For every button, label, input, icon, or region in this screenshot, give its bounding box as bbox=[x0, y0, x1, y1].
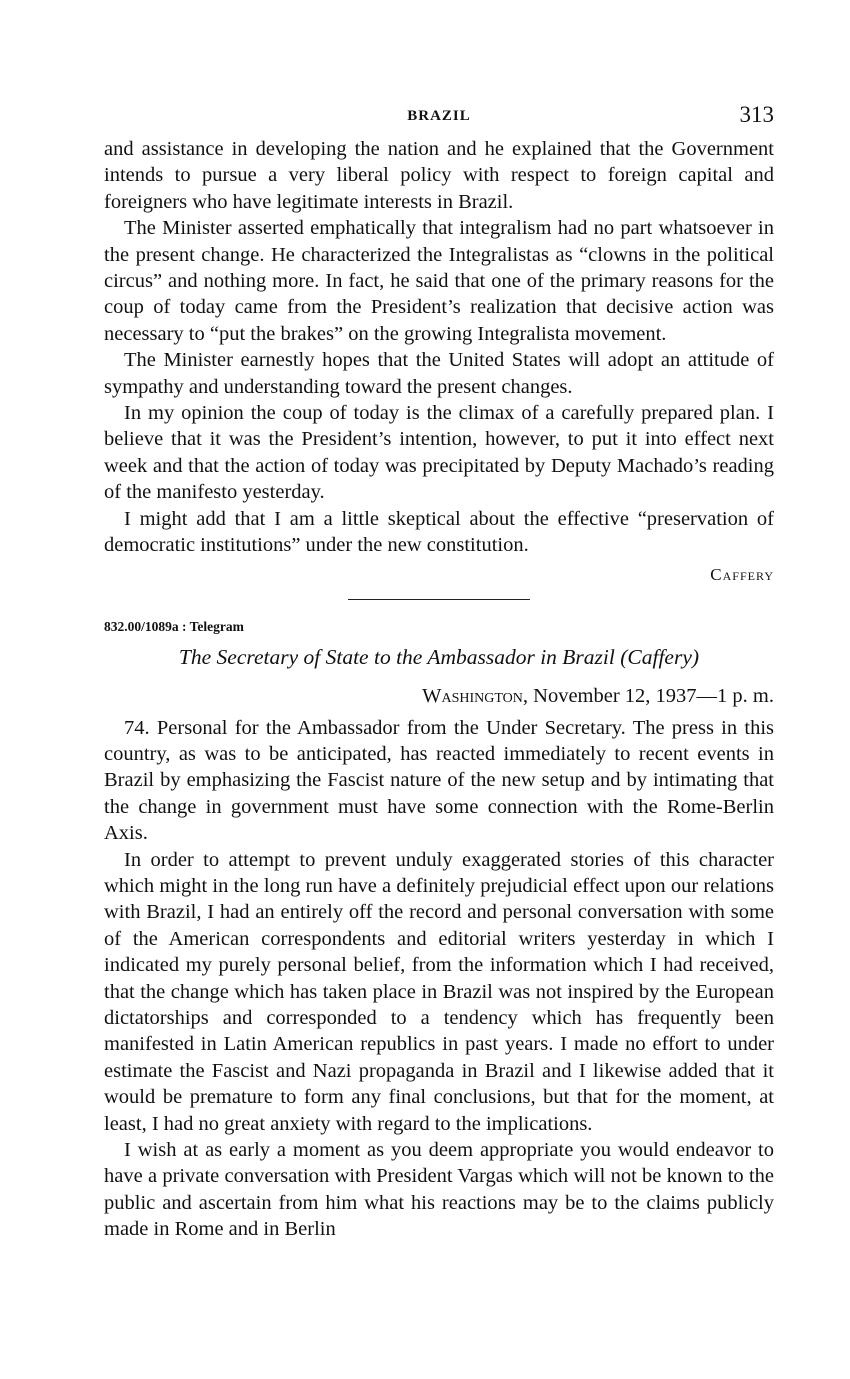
dateline-place: Washington bbox=[422, 684, 523, 707]
paragraph: I might add that I am a little skeptical about the effective “preservation of democratic institutions” under the new constitution. bbox=[104, 507, 774, 557]
running-title: BRAZIL bbox=[407, 108, 471, 124]
dateline bbox=[104, 685, 774, 715]
signature: Caffery bbox=[710, 564, 774, 584]
dateline-date: , November 12, 1937—1 p. m. bbox=[522, 684, 774, 707]
running-header bbox=[104, 100, 774, 136]
section-divider bbox=[348, 599, 530, 600]
paragraph: I wish at as early a moment as you deem appropriate you would endeavor to have a private conversation with President Vargas which will not be known to the public and ascertain from him what his reactions may be to the claims publicly made in Rome and in Berlin bbox=[104, 1139, 774, 1241]
paragraph: In order to attempt to prevent unduly exaggerated stories of this character which might in the long run have a definitely prejudicial effect upon our relations with Brazil, I had an entirely off the record and personal conversation with some of the American correspondents and editorial writers yesterday in which I indicated my purely personal belief, from the information which I had received, that the change which has taken place in Brazil was not inspired by the European dictatorships and corresponded to a tendency which has frequently been manifested in Latin American republics in past years. I made no effort to under estimate the Fascist and Nazi propaganda in Brazil and I likewise added that it would be premature to form any final conclusions, but that for the moment, at least, I had no great anxiety with regard to the implications. bbox=[104, 848, 774, 1135]
previous-document-body bbox=[104, 136, 774, 559]
paragraph: In my opinion the coup of today is the climax of a carefully prepared plan. I believe that it was the President’s intention, however, to put it into effect next week and that the action of today was precipitated by Deputy Machado’s reading of the manifesto yesterday. bbox=[104, 402, 774, 504]
file-reference: 832.00/1089a : Telegram bbox=[104, 618, 244, 634]
document-heading: The Secretary of State to the Ambassador in Brazil (Caffery) bbox=[178, 644, 700, 669]
page-number: 313 bbox=[739, 102, 774, 127]
paragraph: and assistance in developing the nation and he explained that the Government intends to pursue a very liberal policy with respect to foreign capital and foreigners who have legitimate interests in Brazil. bbox=[104, 138, 774, 213]
paragraph: The Minister earnestly hopes that the United States will adopt an attitude of sympathy and understanding toward the present changes. bbox=[104, 349, 774, 398]
document-page bbox=[104, 100, 774, 1243]
telegram-body bbox=[104, 715, 774, 1243]
paragraph: The Minister asserted emphatically that integralism had no part whatsoever in the present change. He characterized the Integralistas as “clowns in the political circus” and nothing more. In fact, he said that one of the primary reasons for the coup of today came from the President’s realization that decisive action was necessary to “put the brakes” on the growing Integralista movement. bbox=[104, 217, 774, 345]
paragraph: 74. Personal for the Ambassador from the Under Secretary. The press in this country, as was to be anticipated, has reacted immediately to recent events in Brazil by emphasizing the Fascist nature of the new setup and by intimating that the change in government must have some connection with the Rome-Berlin Axis. bbox=[104, 716, 774, 845]
